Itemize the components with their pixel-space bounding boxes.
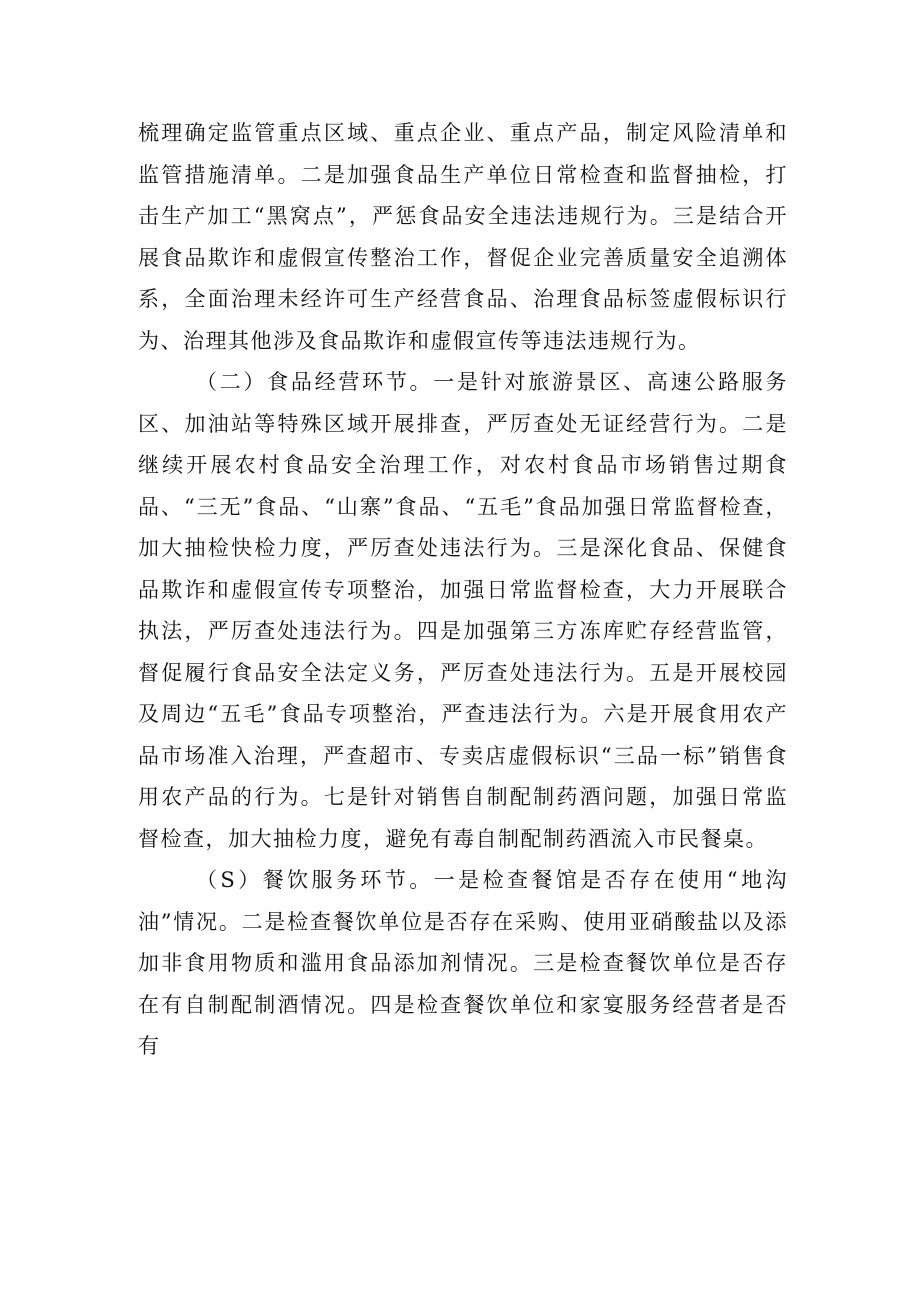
document-page [138, 113, 788, 1068]
paragraph-food-operation: （二）食品经营环节。一是针对旅游景区、高速公路服务区、加油站等特殊区域开展排查，严厉查处无证经营行为。二是继续开展农村食品安全治理工作，对农村食品市场销售过期食品、“三无”食品、“山寨”食品、“五毛”食品加强日常监督检查，加大抽检快检力度，严厉查处违法行为。三是深化食品、保健食品欺诈和虚假宣传专项整治，加强日常监督检查，大力开展联合执法，严厉查处违法行为。四是加强第三方冻库贮存经营监管，督促履行食品安全法定义务，严厉查处违法行为。五是开展校园及周边“五毛”食品专项整治，严查违法行为。六是开展食用农产品市场准入治理，严查超市、专卖店虚假标识“三品一标”销售食用农产品的行为。七是针对销售自制配制药酒问题，加强日常监督检查，加大抽检力度，避免有毒自制配制药酒流入市民餐桌。 [138, 370, 788, 851]
paragraph-catering-service: （S）餐饮服务环节。一是检查餐馆是否存在使用“地沟油”情况。二是检查餐饮单位是否存在采购、使用亚硝酸盐以及添加非食用物质和滥用食品添加剂情况。三是检查餐饮单位是否存在有自制配制酒情况。四是检查餐饮单位和家宴服务经营者是否有 [138, 868, 788, 1058]
paragraph-food-production-continued: 梳理确定监管重点区域、重点企业、重点产品，制定风险清单和监管措施清单。二是加强食品生产单位日常检查和监督抽检，打击生产加工“黑窝点”，严惩食品安全违法违规行为。三是结合开展食品欺诈和虚假宣传整治工作，督促企业完善质量安全追溯体系，全面治理未经许可生产经营食品、治理食品标签虚假标识行为、治理其他涉及食品欺诈和虚假宣传等违法违规行为。 [138, 121, 788, 353]
